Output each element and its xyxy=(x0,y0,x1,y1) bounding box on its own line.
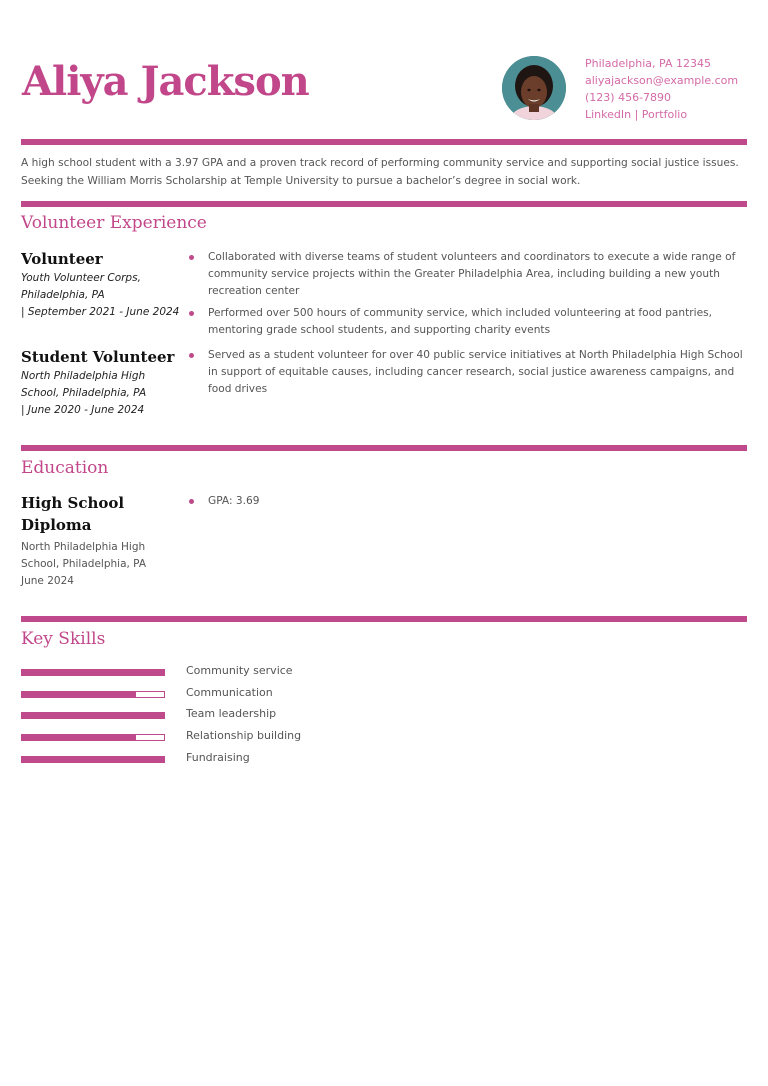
skill-level-fill xyxy=(22,735,136,740)
bullet-icon xyxy=(189,255,194,260)
school-info xyxy=(21,539,171,590)
skill-label: Fundraising xyxy=(186,750,250,764)
school-line: School, Philadelphia, PA xyxy=(21,558,147,570)
job-org-line: North Philadelphia High xyxy=(21,370,146,382)
education-bullets xyxy=(188,493,748,515)
job-dates: | June 2020 - June 2024 xyxy=(21,404,145,416)
divider xyxy=(21,139,747,145)
list-item xyxy=(188,347,748,398)
list-item xyxy=(188,305,748,339)
divider xyxy=(21,201,747,207)
contact-phone: (123) 456-7890 xyxy=(585,91,672,104)
job-org-line: School, Philadelphia, PA xyxy=(21,387,147,399)
bullet-text: GPA: 3.69 xyxy=(208,495,260,507)
skill-level-bar xyxy=(21,734,165,741)
list-item xyxy=(188,493,748,510)
school-line: North Philadelphia High xyxy=(21,541,146,553)
divider xyxy=(21,616,747,622)
avatar xyxy=(502,56,566,120)
job-organization xyxy=(21,368,181,419)
bullet-icon xyxy=(189,499,194,504)
job-role: Volunteer xyxy=(21,250,103,268)
section-title-experience: Volunteer Experience xyxy=(21,213,207,233)
job-organization xyxy=(21,270,181,321)
candidate-name: Aliya Jackson xyxy=(22,58,309,105)
skill-level-fill xyxy=(22,692,136,697)
skill-label: Relationship building xyxy=(186,729,302,743)
degree-title: High School Diploma xyxy=(21,494,125,534)
job-role: Student Volunteer xyxy=(21,348,175,366)
skill-level-bar xyxy=(21,712,165,719)
list-item xyxy=(188,249,748,300)
graduation-date: June 2024 xyxy=(21,575,74,587)
divider xyxy=(21,445,747,451)
contact-location: Philadelphia, PA 12345 xyxy=(585,57,711,70)
skill-level-bar xyxy=(21,691,165,698)
job-org-line: Philadelphia, PA xyxy=(21,289,105,301)
skill-level-bar xyxy=(21,669,165,676)
contact-email[interactable]: aliyajackson@example.com xyxy=(585,74,739,87)
bullet-text: Collaborated with diverse teams of student volunteers and coordinators to execute a wide range of community service projects within the Greater Philadelphia Area, including building a new youth recreation center xyxy=(208,251,736,297)
bullet-icon xyxy=(189,311,194,316)
skill-label: Team leadership xyxy=(186,707,277,721)
skill-level-bar xyxy=(21,756,165,763)
bullet-text: Served as a student volunteer for over 40 public service initiatives at North Philadelphia High School in support of equitable causes, including cancer research, social justice awareness campaigns, and food drives xyxy=(208,349,743,395)
skill-label: Communication xyxy=(186,685,273,699)
skill-level-fill xyxy=(22,670,164,675)
summary: A high school student with a 3.97 GPA and a proven track record of performing community service and supporting social justice issues. Seeking the William Morris Scholarship at Temple University to pursue a bachelor’s degree in social work. xyxy=(21,157,739,187)
job-bullets xyxy=(188,347,748,403)
job-org-line: Youth Volunteer Corps, xyxy=(21,272,141,284)
job-bullets xyxy=(188,249,748,344)
skill-level-fill xyxy=(22,757,164,762)
section-title-skills: Key Skills xyxy=(21,629,106,649)
bullet-icon xyxy=(189,353,194,358)
profile-photo xyxy=(502,56,566,120)
contact-block xyxy=(585,55,738,123)
skill-level-fill xyxy=(22,713,164,718)
skill-label: Community service xyxy=(186,664,293,677)
job-dates: | September 2021 - June 2024 xyxy=(21,306,180,318)
contact-links[interactable]: LinkedIn | Portfolio xyxy=(585,108,688,121)
section-title-education: Education xyxy=(21,458,109,478)
bullet-text: Performed over 500 hours of community service, which included volunteering at food pantries, mentoring grade school students, and supporting charity events xyxy=(208,307,712,336)
